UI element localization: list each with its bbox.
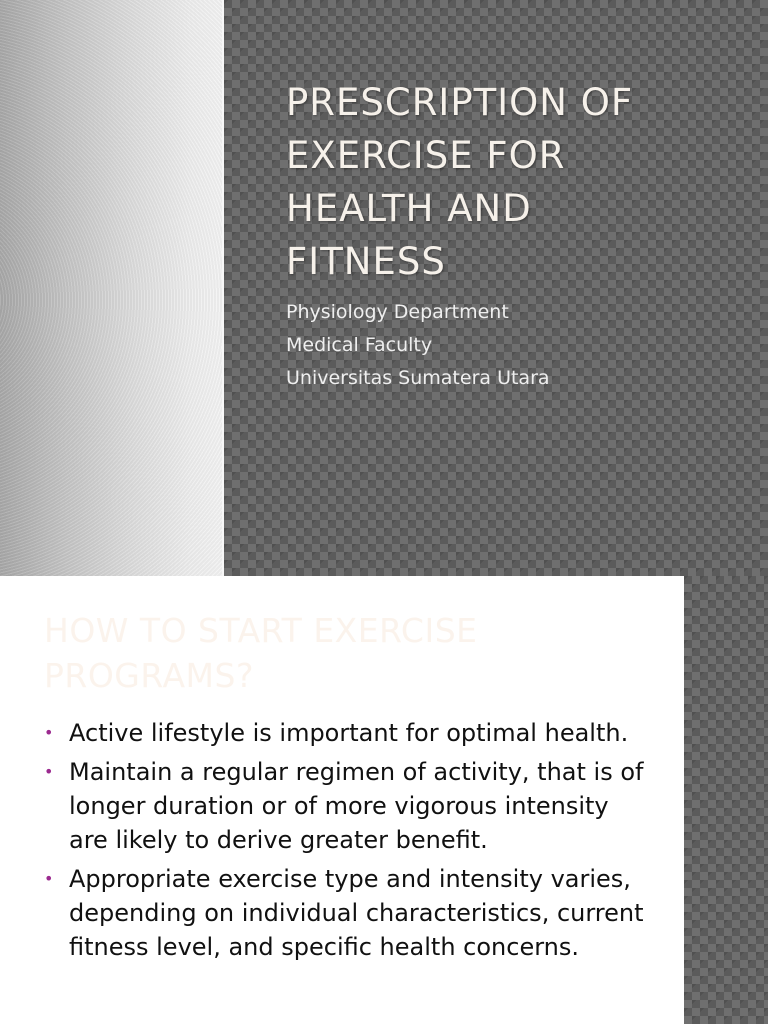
bullet-list [44,716,654,969]
list-item-text: Active lifestyle is important for optimal health. [69,719,629,747]
slide-title: PRESCRIPTION OF EXERCISE FOR HEALTH AND FITNESS [286,81,634,283]
bullet-dot-icon: • [44,762,54,781]
list-item [44,755,654,857]
slide-subtitle [286,296,746,395]
list-item [44,716,654,750]
list-item-text: Maintain a regular regimen of activity, that is of longer duration or of more vigorous intensity are likely to derive greater benefit. [69,758,644,854]
patterned-panel [224,0,768,576]
patterned-strip [684,576,768,1024]
subtitle-line: Physiology Department [286,301,509,323]
content-slide [0,576,768,1024]
subtitle-line: Medical Faculty [286,334,433,356]
subtitle-line: Universitas Sumatera Utara [286,367,550,389]
list-item-text: Appropriate exercise type and intensity varies, depending on individual characteristics, current fitness level, and specific health concerns. [69,865,644,961]
gradient-panel [0,0,224,576]
bullet-dot-icon: • [44,723,54,742]
slide-heading: HOW TO START EXERCISE PROGRAMS? [44,611,478,695]
bullet-dot-icon: • [44,869,54,888]
list-item [44,862,654,964]
